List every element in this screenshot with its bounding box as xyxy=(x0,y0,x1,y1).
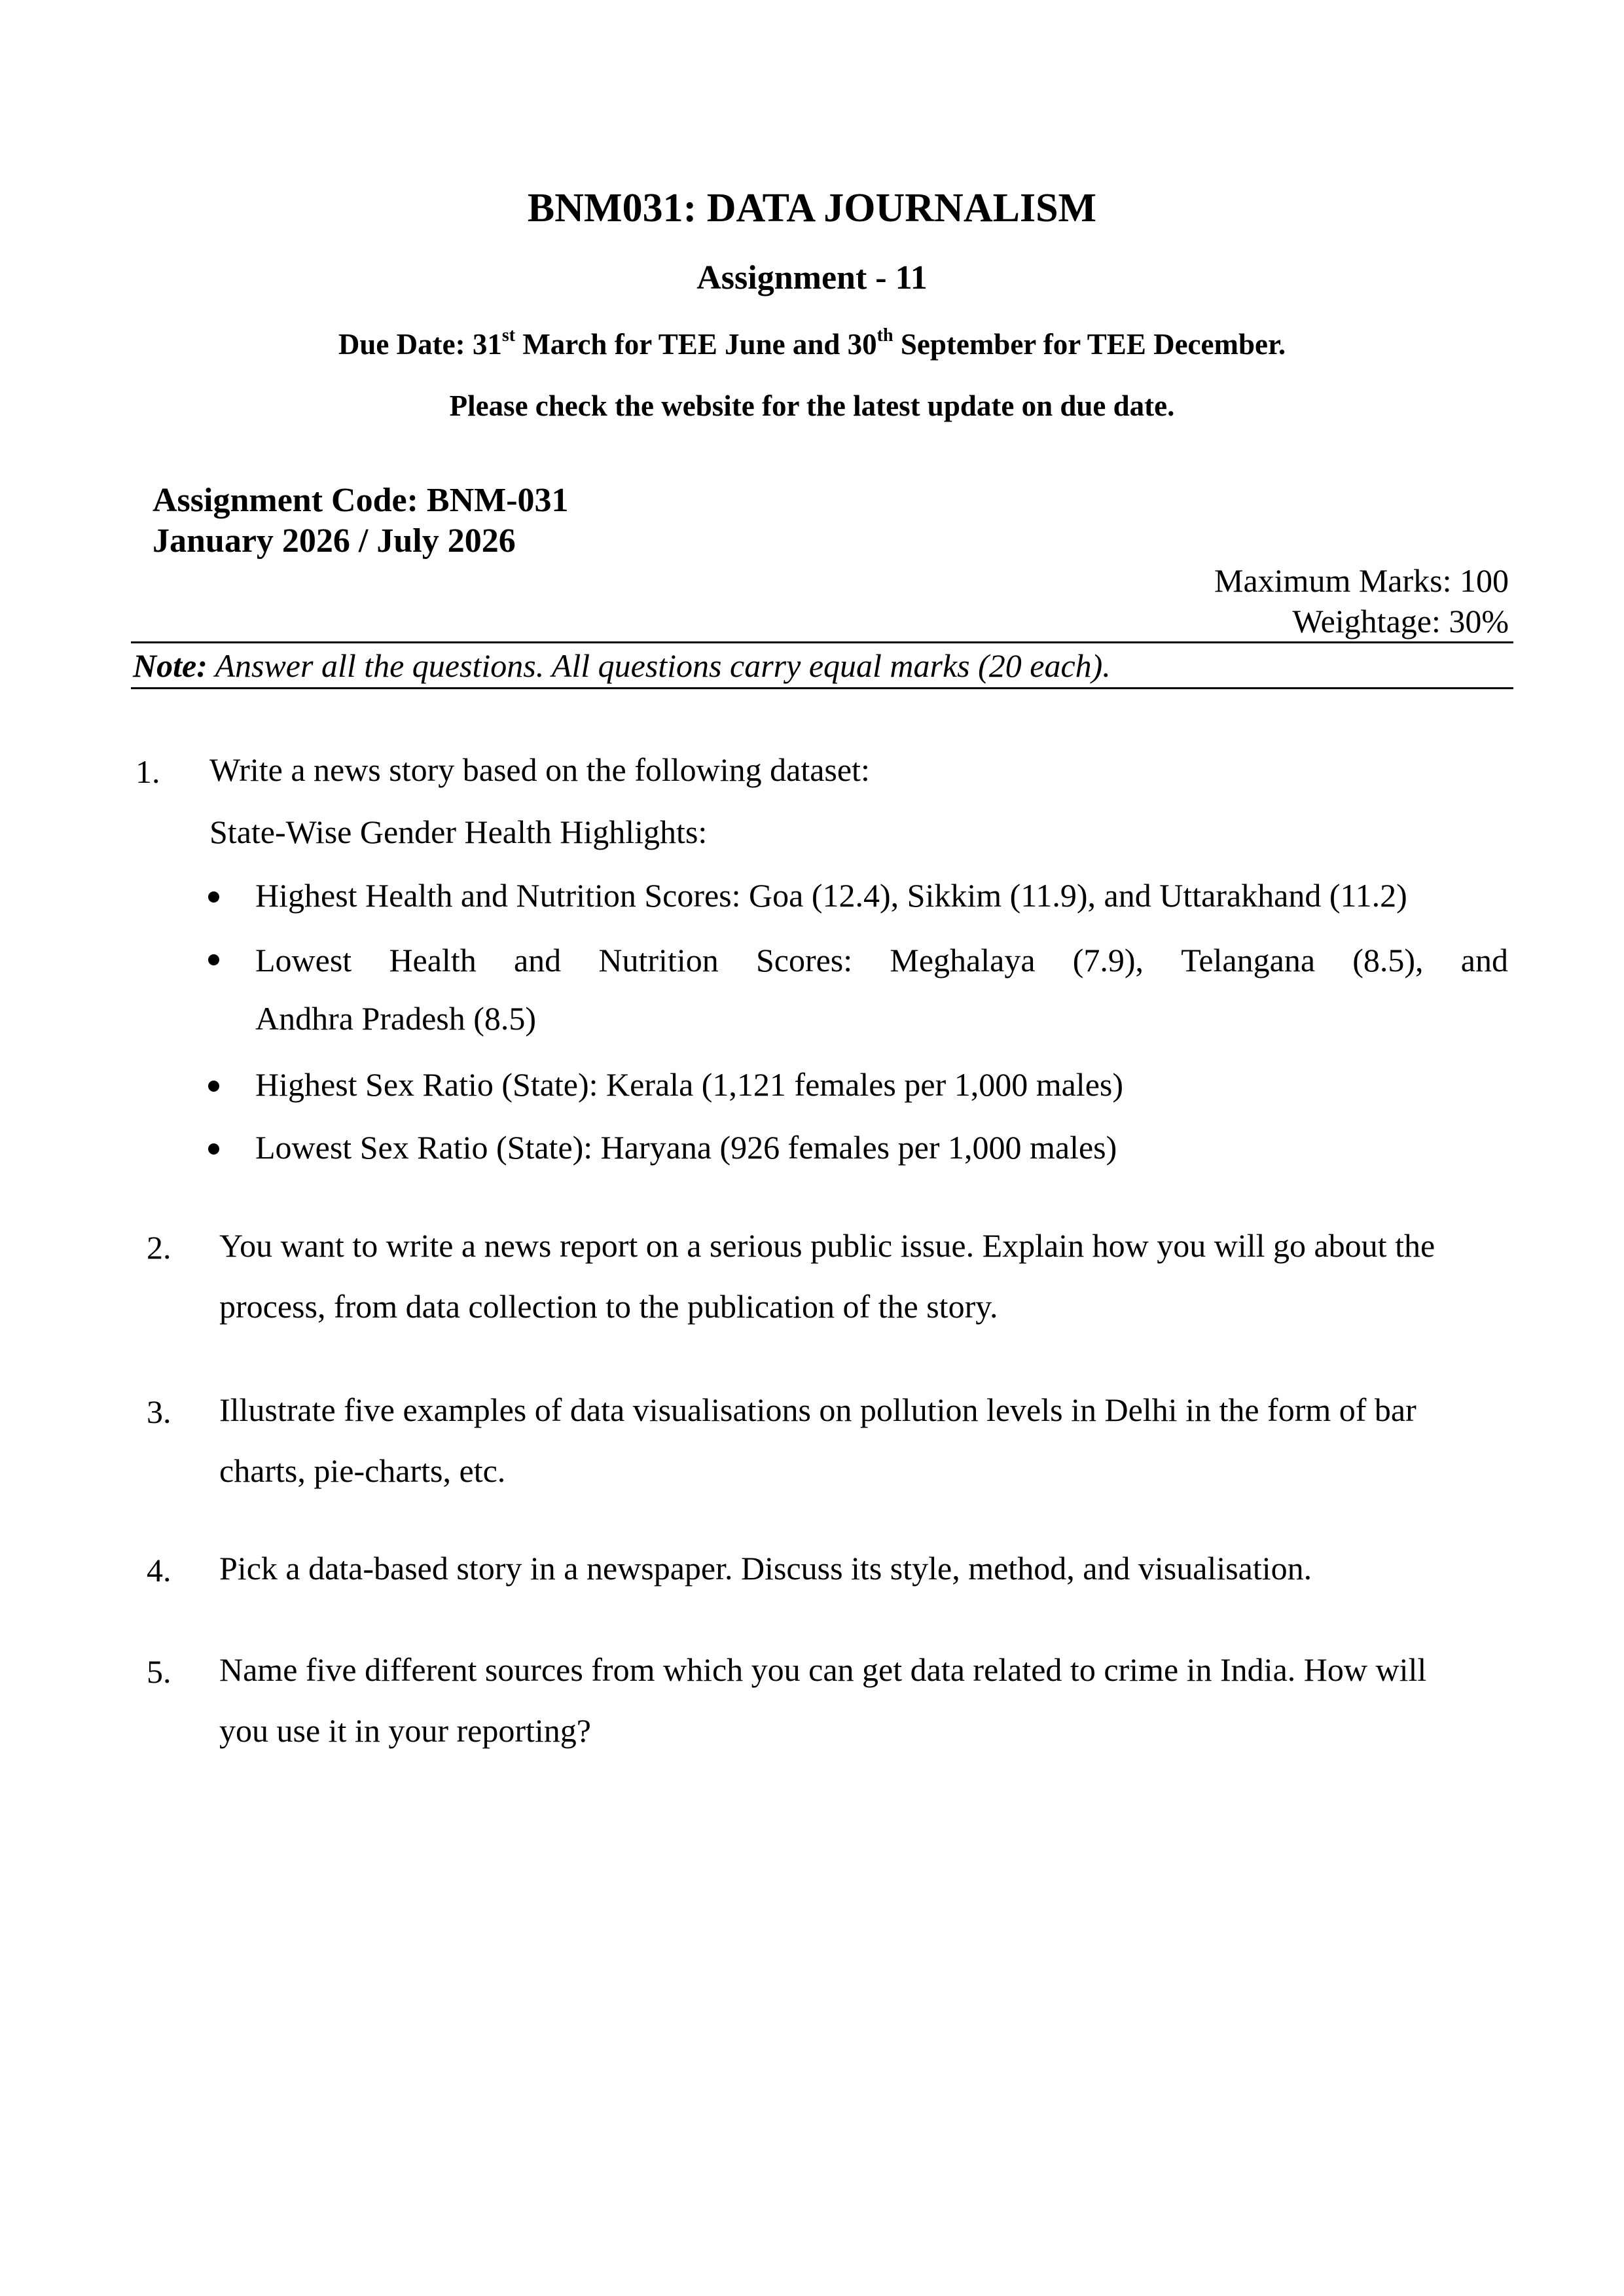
question-4-line-1: Pick a data-based story in a newspaper. Discuss its style, method, and visualisation. xyxy=(219,1550,1312,1587)
bullet-dot xyxy=(208,1143,219,1155)
due-date-prefix: Due Date: 31 xyxy=(338,328,502,361)
justified-word: and xyxy=(513,942,562,978)
note-line xyxy=(133,647,1111,685)
question-3-number: 3. xyxy=(147,1393,171,1430)
justified-word: Meghalaya xyxy=(890,942,1036,978)
justified-word: Lowest xyxy=(255,942,352,978)
update-note: Please check the website for the latest update on due date. xyxy=(449,389,1175,422)
bullet-dot xyxy=(208,1081,219,1092)
bullet-item-2-line-1 xyxy=(255,941,1508,979)
bullet-item-3: Highest Sex Ratio (State): Kerala (1,121 females per 1,000 males) xyxy=(255,1066,1124,1103)
bullet-item-2-line-2: Andhra Pradesh (8.5) xyxy=(255,1000,537,1037)
due-date-sup-2: th xyxy=(876,325,893,346)
weightage: Weightage: 30% xyxy=(1292,603,1509,639)
session-line: January 2026 / July 2026 xyxy=(153,522,516,560)
justified-word: Nutrition xyxy=(598,942,719,978)
question-1-line-1: Write a news story based on the following dataset: xyxy=(209,751,870,788)
question-5-line-1: Name five different sources from which you can get data related to crime in India. How will xyxy=(219,1651,1427,1688)
question-3-line-2: charts, pie-charts, etc. xyxy=(219,1452,506,1489)
justified-word: Telangana xyxy=(1181,942,1316,978)
question-4-number: 4. xyxy=(147,1552,171,1588)
divider-top xyxy=(131,641,1513,643)
due-date-line xyxy=(0,327,1624,361)
due-date-suffix: September for TEE December. xyxy=(893,328,1286,361)
justified-word: Health xyxy=(389,942,477,978)
divider-bottom xyxy=(131,687,1513,689)
justified-word: (7.9), xyxy=(1072,942,1144,978)
maximum-marks: Maximum Marks: 100 xyxy=(1214,562,1509,599)
justified-word: Scores: xyxy=(755,942,853,978)
due-date-middle: March for TEE June and 30 xyxy=(515,328,877,361)
question-5-line-2: you use it in your reporting? xyxy=(219,1712,591,1749)
question-2-line-1: You want to write a news report on a serious public issue. Explain how you will go about the xyxy=(219,1227,1435,1264)
question-1-number: 1. xyxy=(135,753,160,790)
document-title: BNM031: DATA JOURNALISM xyxy=(527,186,1097,230)
question-2-line-2: process, from data collection to the publication of the story. xyxy=(219,1288,998,1325)
bullet-item-4: Lowest Sex Ratio (State): Haryana (926 females per 1,000 males) xyxy=(255,1129,1117,1166)
justified-word: and xyxy=(1460,942,1508,978)
question-1-line-2: State-Wise Gender Health Highlights: xyxy=(209,814,708,850)
bullet-item-1: Highest Health and Nutrition Scores: Goa (12.4), Sikkim (11.9), and Uttarakhand (11.2) xyxy=(255,877,1407,914)
question-2-number: 2. xyxy=(147,1229,171,1266)
bullet-dot xyxy=(208,891,219,903)
assignment-code: Assignment Code: BNM-031 xyxy=(153,482,569,519)
justified-word: (8.5), xyxy=(1352,942,1424,978)
question-3-line-1: Illustrate five examples of data visualisations on pollution levels in Delhi in the form of bar xyxy=(219,1391,1416,1428)
question-5-number: 5. xyxy=(147,1653,171,1690)
note-label: Note: xyxy=(133,647,208,684)
note-text: Answer all the questions. All questions carry equal marks (20 each). xyxy=(207,647,1111,684)
bullet-dot xyxy=(208,954,219,965)
assignment-number: Assignment - 11 xyxy=(696,259,928,296)
due-date-sup-1: st xyxy=(501,325,516,346)
